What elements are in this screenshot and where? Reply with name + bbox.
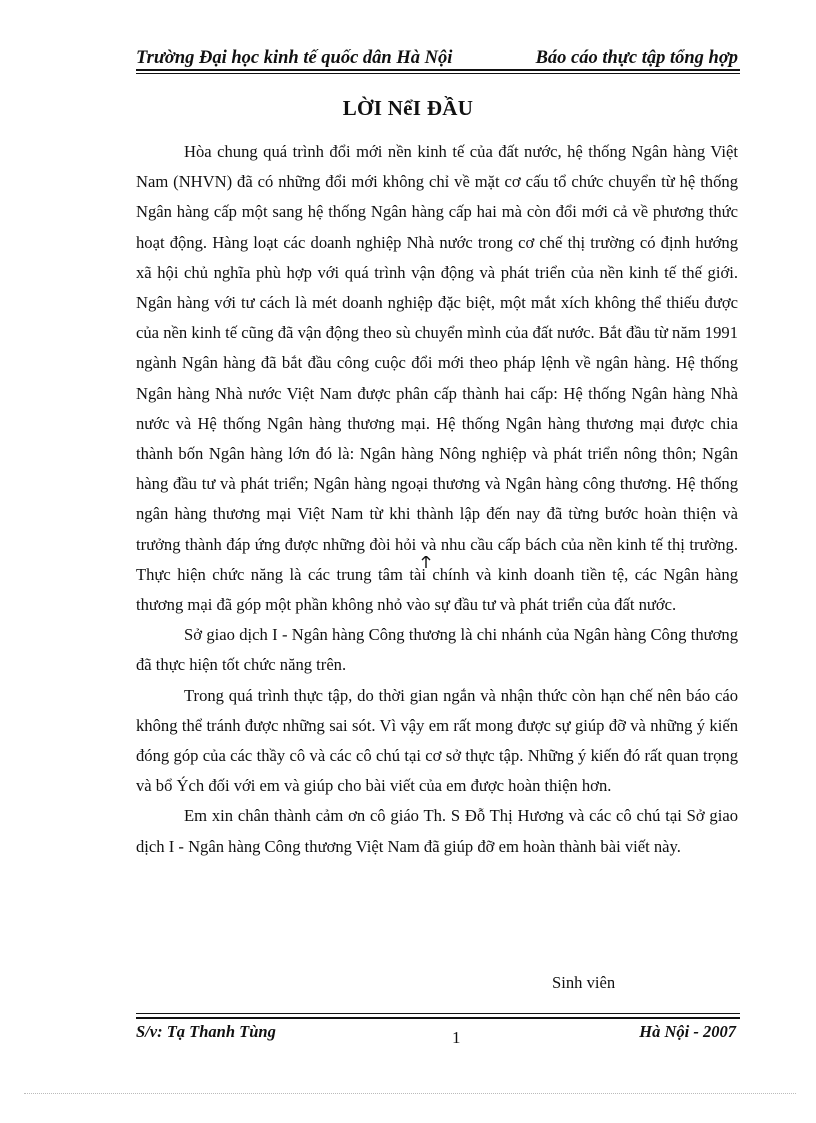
text-cursor-icon xyxy=(421,556,431,568)
signature-label: Sinh viên xyxy=(552,973,616,992)
paragraph-thanks: Em xin chân thành cảm ơn cô giáo Th. S Đỗ Thị Hương và các cô chú tại Sở giao dịch I - Ngân hàng Công thương Việt Nam đã giúp đỡ em hoàn thành bài viết này. xyxy=(136,806,738,856)
page-number: 1 xyxy=(452,1028,461,1047)
header-rule-thin xyxy=(136,73,740,74)
page-footer xyxy=(136,1020,740,1046)
footer-place-year: Hà Nội - 2007 xyxy=(639,1022,736,1041)
paragraph-branch: Sở giao dịch I - Ngân hàng Công thương là chi nhánh của Ngân hàng Công thương đã thực hiện tốt chức năng trên. xyxy=(136,625,738,675)
page-edge-divider xyxy=(24,1093,796,1094)
paragraph-apology: Trong quá trình thực tập, do thời gian ngắn và nhận thức còn hạn chế nên báo cáo không thể tránh được những sai sót. Vì vậy em rất mong được sự giúp đỡ và những ý kiến đóng góp của các thầy cô và các cô chú tại cơ sở thực tập. Những ý kiến đó rất quan trọng và bổ Ých đối với em và giúp cho bài viết của em được hoàn thiện hơn. xyxy=(136,685,738,796)
body-text xyxy=(136,137,738,862)
footer-rule xyxy=(136,1017,740,1019)
header-rule xyxy=(136,69,740,71)
header-school: Trường Đại học kinh tế quốc dân Hà Nội xyxy=(136,48,453,68)
page-title: LỜI NểI ĐẦU xyxy=(342,96,474,120)
paragraph-intro: Hòa chung quá trình đổi mới nền kinh tế của đất nước, hệ thống Ngân hàng Việt Nam (NHVN) đã có những đổi mới không chỉ về mặt cơ cấu tổ chức chuyển từ hệ thống Ngân hàng cấp một sang hệ thống Ngân hàng cấp hai mà còn đổi mới cả về phương thức hoạt động. Hàng loạt các doanh nghiệp Nhà nước trong cơ chế thị trường có định hướng xã hội chủ nghĩa phù hợp với quá trình vận động và phát triển của nền kinh tế thế giới. Ngân hàng với tư cách là mét doanh nghiệp đặc biệt, một mắt xích không thể thiếu được của nền kinh tế cũng đã vận động theo sù chuyển mình của đất nước. Bắt đầu từ năm 1991 ngành Ngân hàng đã bắt đầu công cuộc đổi mới theo pháp lệnh về ngân hàng. Hệ thống Ngân hàng Nhà nước Việt Nam được phân cấp thành hai cấp: Hệ thống Ngân hàng Nhà nước và Hệ thống Ngân hàng thương mại. Hệ thống Ngân hàng thương mại được chia thành bốn Ngân hàng lớn đó là: Ngân hàng Nông nghiệp và phát triển nông thôn; Ngân hàng đầu tư và phát triển; Ngân hàng ngoại thương và Ngân hàng công thương. Hệ thống ngân hàng thương mại Việt Nam từ khi thành lập đến nay đã từng bước hoàn thiện và trưởng thành đáp ứng được những đòi hỏi và nhu cầu cấp bách của nền kinh tế thị trường. Thực hiện chức năng là các trung tâm tài chính và kinh doanh tiền tệ, các Ngân hàng thương mại đã góp một phần không nhỏ vào sự đầu tư và phát triển của đất nước. xyxy=(136,142,738,615)
header-report-title: Báo cáo thực tập tổng hợp xyxy=(535,48,738,68)
footer-rule-thin xyxy=(136,1013,740,1014)
footer-student: S/v: Tạ Thanh Tùng xyxy=(136,1022,276,1041)
